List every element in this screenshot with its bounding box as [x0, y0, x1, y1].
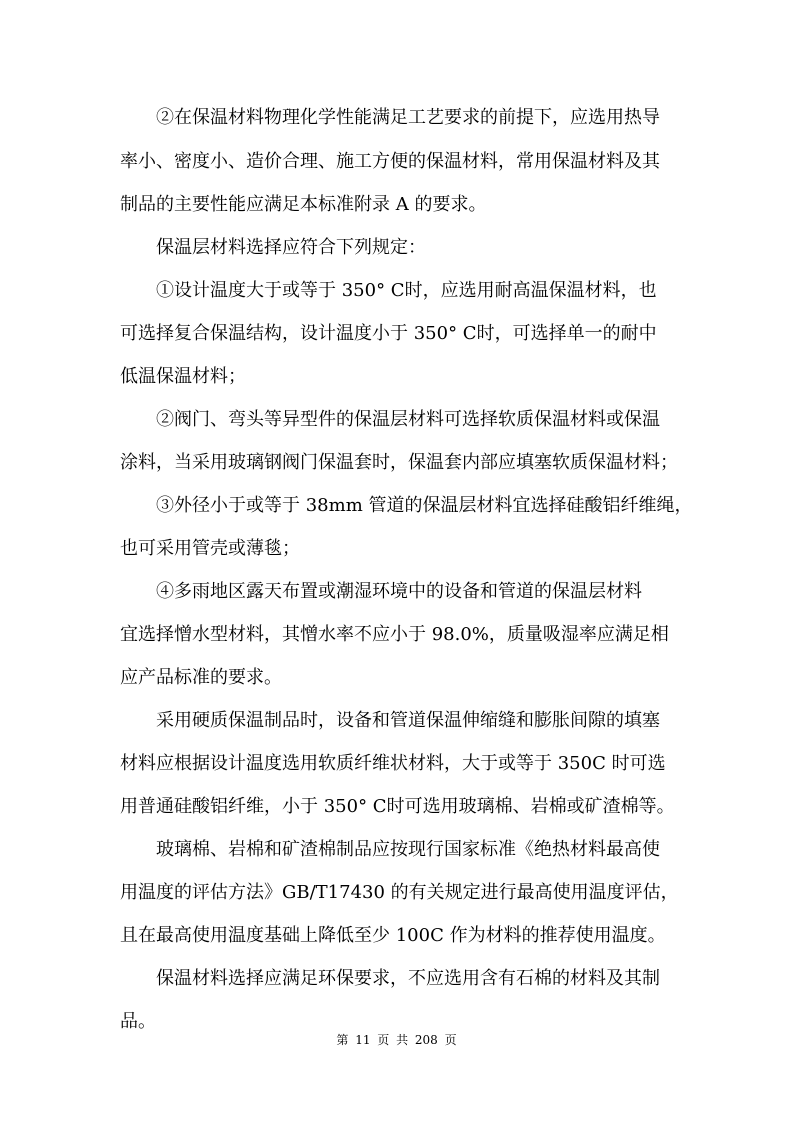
paragraph-line: 材料应根据设计温度选用软质纤维状材料，大于或等于 350C 时可选: [120, 753, 666, 774]
paragraph-line: ①设计温度大于或等于 350° C时，应选用耐高温保温材料，也: [156, 280, 657, 301]
page-number-footer: 第 11 页 共 208 页: [336, 1033, 457, 1047]
paragraph-line: 保温材料选择应满足环保要求，不应选用含有石棉的材料及其制: [156, 968, 660, 989]
paragraph-line: 且在最高使用温度基础上降低至少 100C 作为材料的推荐使用温度。: [120, 925, 666, 946]
paragraph-line: 保温层材料选择应符合下列规定：: [156, 237, 426, 258]
paragraph-line: 用温度的评估方法》GB/T17430 的有关规定进行最高使用温度评估，: [120, 882, 679, 903]
paragraph-line: 制品的主要性能应满足本标准附录 A 的要求。: [120, 194, 487, 215]
paragraph-line: ③外径小于或等于 38mm 管道的保温层材料宜选择硅酸铝纤维绳，: [156, 495, 693, 516]
paragraph-line: 宜选择憎水型材料，其憎水率不应小于 98.0%，质量吸湿率应满足相: [120, 624, 669, 645]
paragraph-line: 低温保温材料；: [120, 366, 246, 387]
paragraph-line: 也可采用管壳或薄毯；: [120, 538, 300, 559]
paragraph-line: 应产品标准的要求。: [120, 667, 282, 688]
paragraph-line: 涂料，当采用玻璃钢阀门保温套时，保温套内部应填塞软质保温材料；: [120, 452, 678, 473]
paragraph-line: 采用硬质保温制品时，设备和管道保温伸缩缝和膨胀间隙的填塞: [156, 710, 660, 731]
paragraph-line: 玻璃棉、岩棉和矿渣棉制品应按现行国家标准《绝热材料最高使: [156, 839, 660, 860]
paragraph-line: ②在保温材料物理化学性能满足工艺要求的前提下，应选用热导: [156, 107, 660, 128]
paragraph-line: 品。: [120, 1011, 156, 1032]
paragraph-line: 率小、密度小、造价合理、施工方便的保温材料，常用保温材料及其: [120, 151, 660, 172]
paragraph-line: 可选择复合保温结构，设计温度小于 350° C时，可选择单一的耐中: [120, 323, 657, 344]
paragraph-line: ④多雨地区露天布置或潮湿环境中的设备和管道的保温层材料: [156, 581, 642, 602]
paragraph-line: 用普通硅酸铝纤维，小于 350° C时可选用玻璃棉、岩棉或矿渣棉等。: [120, 796, 675, 817]
paragraph-line: ②阀门、弯头等异型件的保温层材料可选择软质保温材料或保温: [156, 409, 660, 430]
